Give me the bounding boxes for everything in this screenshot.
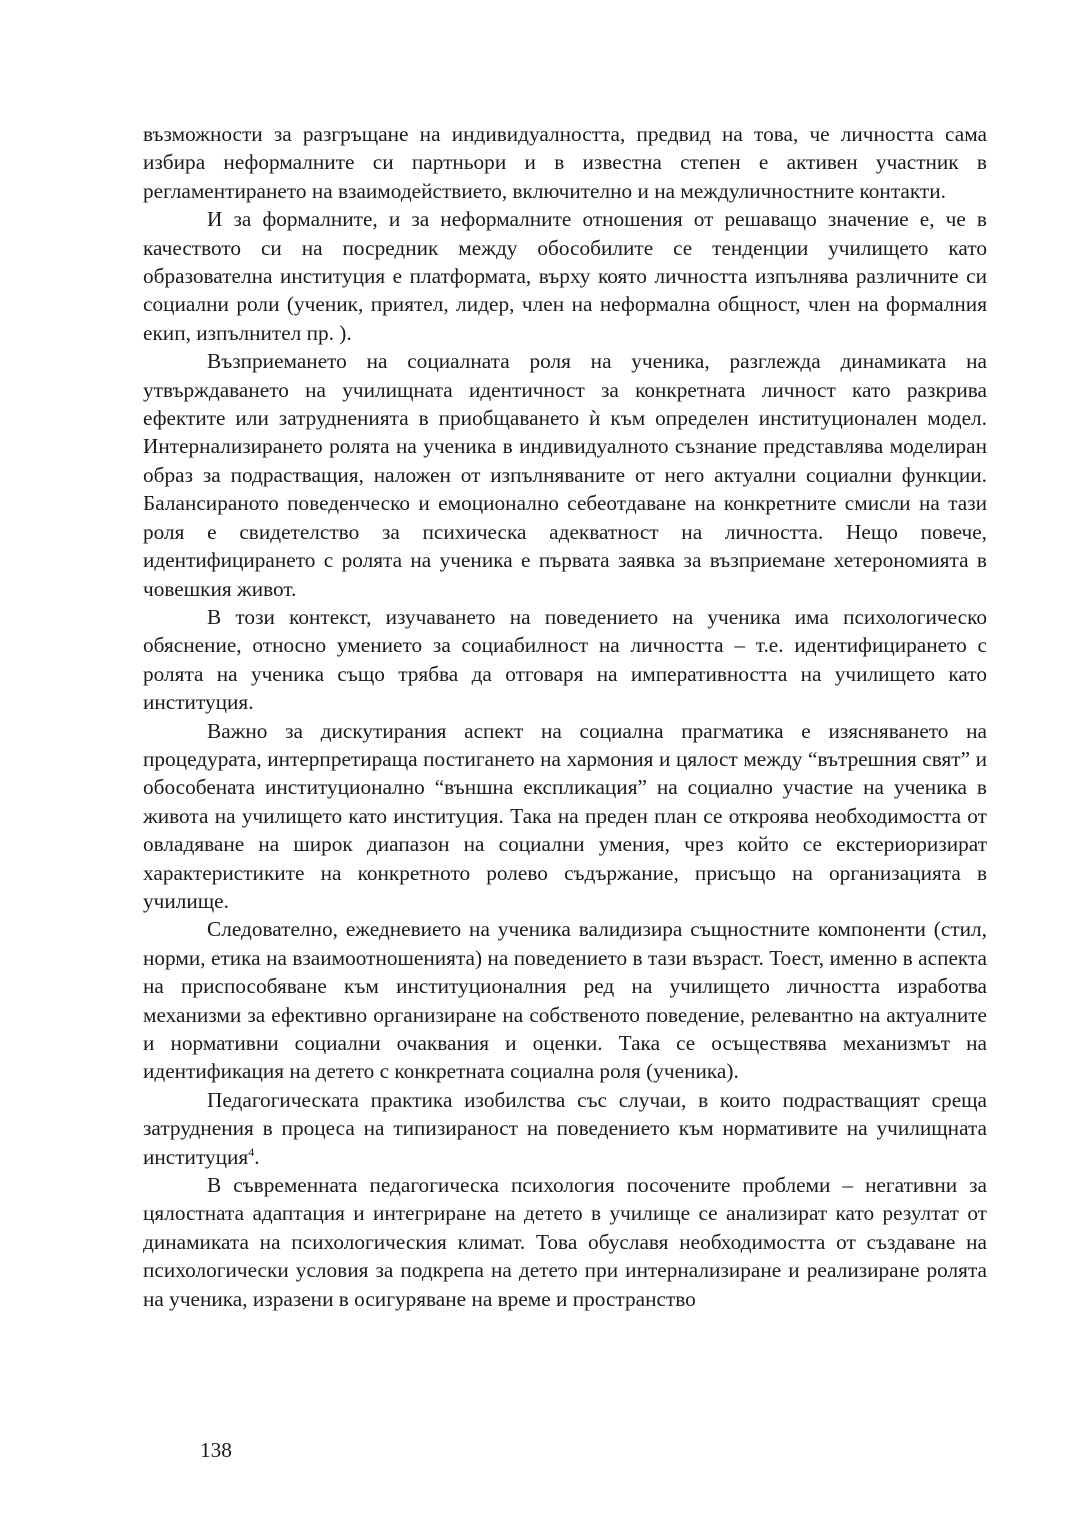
paragraph-8: В съвременната педагогическа психология посочените проблеми – негативни за цялостната адаптация и интегриране на детето в училище се анализират като резултат от динамиката на психологическия климат. Това обуславя необходимостта от създаване на психологически условия за подкрепа на детето при интернализиране и реализиране ролята на ученика, изразени в осигуряване на време и пространство [143, 1173, 987, 1311]
body-text [143, 120, 987, 1313]
paragraph-7-end: . [254, 1144, 260, 1169]
paragraph-3: Възприемането на социалната роля на ученика, разглежда динамиката на утвърждаването на училищната идентичност за конкретната личност като разкрива ефектите или затрудненията в приобщаването ѝ към определен институционален модел. Интернализирането ролята на ученика в индивидуалното съзнание представлява моделиран образ за подрастващия, наложен от изпълняваните от него актуални социални функции. Балансираното поведенческо и емоционално себеотдаване на конкретните смисли на тази роля е свидетелство за психическа адекватност на личността. Нещо повече, идентифицирането с ролята на ученика е първата заявка за възприемане хетерономията в човешкия живот. [143, 349, 987, 601]
page-number: 138 [200, 1438, 232, 1462]
paragraph-2: И за формалните, и за неформалните отношения от решаващо значение е, че в качеството си на посредник между обособилите се тенденции училището като образователна институция е платформата, върху която личността изпълнява различните си социални роли (ученик, приятел, лидер, член на неформална общност, член на формалния екип, изпълнител пр. ). [143, 207, 987, 345]
paragraph-7-text: Педагогическата практика изобилства със случаи, в които подрастващият среща затруднения в процеса на типизираност на поведението към нормативите на училищната институция [143, 1087, 987, 1169]
paragraph-5: Важно за дискутирания аспект на социална прагматика е изясняването на процедурата, интерпретираща постигането на хармония и цялост между “вътрешния свят” и обособената институционално “външна експликация” на социално участие на ученика в живота на училището като институция. Така на преден план се откроява необходимостта от овладяване на широк диапазон на социални умения, чрез който се екстериоризират характеристиките на конкретното ролево съдържание, присъщо на организацията в училище. [143, 718, 987, 913]
paragraph-6: Следователно, ежедневието на ученика валидизира същностните компоненти (стил, норми, етика на взаимоотношенията) на поведението в тази възраст. Тоест, именно в аспекта на приспособяване към институционалния ред на училището личността изработва механизми за ефективно организиране на собственото поведение, релевантно на актуалните и нормативни социални очаквания и оценки. Така се осъществява механизмът на идентификация на детето с конкретната социална роля (ученика). [143, 917, 987, 1084]
paragraph-7 [143, 1086, 987, 1171]
paragraph-1: възможности за разгръщане на индивидуалността, предвид на това, че личността сама избира неформалните си партньори и в известна степен е активен участник в регламентирането на взаимодействието, включително и на междуличностните контакти. [143, 122, 987, 203]
paragraph-4: В този контекст, изучаването на поведението на ученика има психологическо обяснение, относно умението за социабилност на личността – т.е. идентифицирането с ролята на ученика също трябва да отговаря на императивността на училището като институция. [143, 604, 987, 715]
footnote-reference: 4 [248, 1144, 255, 1159]
